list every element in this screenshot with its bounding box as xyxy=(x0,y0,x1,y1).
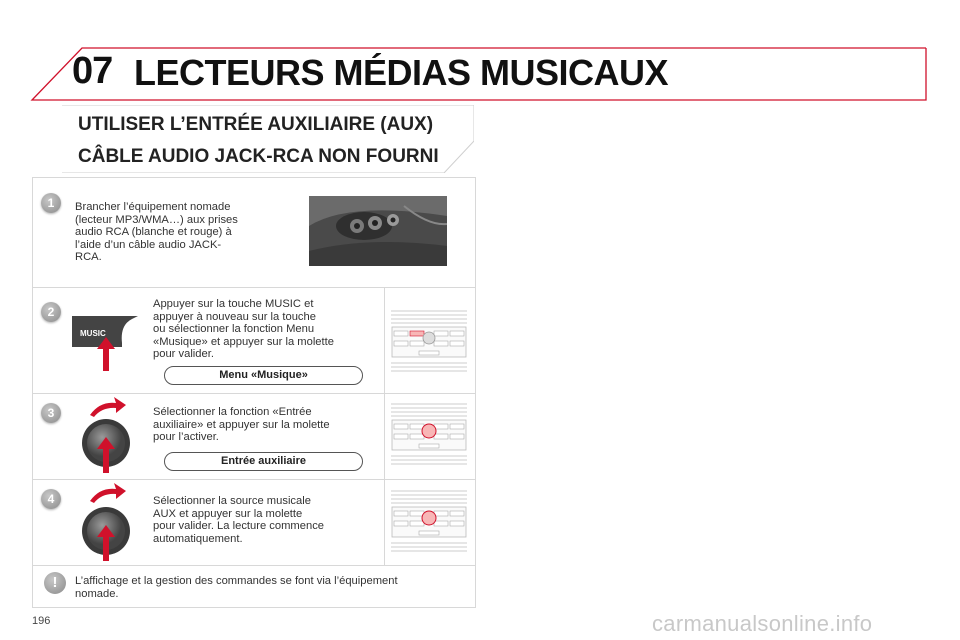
music-button-illustration xyxy=(70,313,140,371)
rca-sockets-photo xyxy=(309,196,447,266)
warning-icon: ! xyxy=(44,572,66,594)
radio-panel-illustration xyxy=(391,487,467,561)
row-divider xyxy=(32,287,476,288)
step-4-text: Sélectionner la source musicale AUX et appuyer sur la molette pour valider. La lecture commence automatiquement. xyxy=(153,495,325,545)
dial-turn-illustration xyxy=(78,393,138,473)
section-subheading: CÂBLE AUDIO JACK-RCA NON FOURNI xyxy=(78,146,439,167)
section-heading: UTILISER L’ENTRÉE AUXILIAIRE (AUX) xyxy=(78,114,434,135)
page-number: 196 xyxy=(32,615,51,627)
music-button-label: MUSIC xyxy=(80,329,106,338)
step-1-text: Brancher l’équipement nomade (lecteur MP3/WMA…) aux prises audio RCA (blanche et rouge) à l’aide d’un câble audio JACK- RCA. xyxy=(75,201,238,264)
step-2-text: Appuyer sur la touche MUSIC et appuyer à nouveau sur la touche ou sélectionner la fonction Menu «Musique» et appuyer sur la molette pour valider. xyxy=(153,298,334,361)
step-3-badge: 3 xyxy=(41,403,61,423)
watermark: carmanualsonline.info xyxy=(652,611,873,636)
radio-panel-illustration xyxy=(391,400,467,474)
step-2-badge: 2 xyxy=(41,302,61,322)
menu-musique-label: Menu «Musique» xyxy=(164,366,363,385)
dial-turn-illustration xyxy=(78,479,138,561)
page-title: LECTEURS MÉDIAS MUSICAUX xyxy=(134,52,669,93)
chapter-number: 07 xyxy=(72,50,113,92)
row-divider xyxy=(32,565,476,566)
column-divider xyxy=(384,288,385,565)
entree-auxiliaire-label: Entrée auxiliaire xyxy=(164,452,363,471)
step-4-badge: 4 xyxy=(41,489,61,509)
step-1-badge: 1 xyxy=(41,193,61,213)
radio-panel-illustration xyxy=(391,307,467,381)
step-3-text: Sélectionner la fonction «Entrée auxiliaire» et appuyer sur la molette pour l’activer. xyxy=(153,406,330,444)
note-text: L’affichage et la gestion des commandes se font via l’équipement nomade. xyxy=(75,575,398,600)
